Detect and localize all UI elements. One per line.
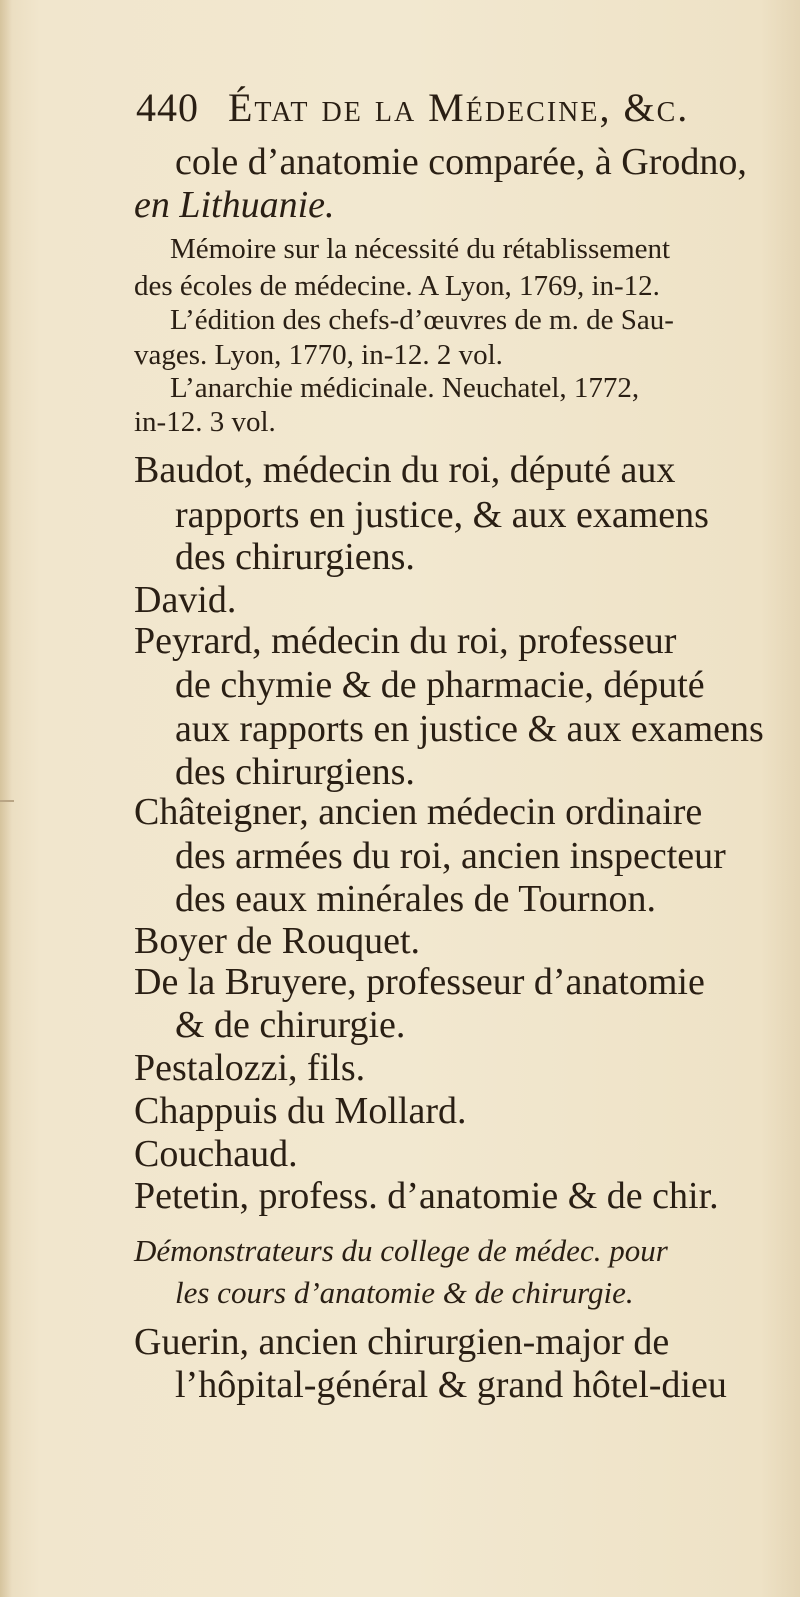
margin-mark: [0, 800, 14, 802]
text-line: Baudot, médecin du roi, député aux: [134, 449, 676, 491]
text-line: in-12. 3 vol.: [134, 406, 276, 438]
text-line: de chymie & de pharmacie, député: [175, 664, 705, 706]
text-line: L’anarchie médicinale. Neuchatel, 1772,: [170, 372, 640, 404]
text-line: Pestalozzi, fils.: [134, 1047, 366, 1089]
text-line: vages. Lyon, 1770, in-12. 2 vol.: [134, 339, 503, 371]
text-line: des eaux minérales de Tournon.: [175, 878, 656, 920]
text-line: Guerin, ancien chirurgien-major de: [134, 1321, 670, 1363]
text-line: Démonstrateurs du college de médec. pour: [134, 1233, 668, 1268]
text-line: des chirurgiens.: [175, 751, 415, 793]
text-line: Boyer de Rouquet.: [134, 920, 421, 962]
text-line: rapports en justice, & aux examens: [175, 494, 709, 536]
page-spine-shadow: [0, 0, 12, 1597]
text-line: des chirurgiens.: [175, 536, 415, 578]
text-line: Petetin, profess. d’anatomie & de chir.: [134, 1175, 719, 1217]
text-line: De la Bruyere, professeur d’anatomie: [134, 961, 705, 1003]
text-line: en Lithuanie.: [134, 184, 335, 226]
text-line: & de chirurgie.: [175, 1004, 406, 1046]
text-line: Chappuis du Mollard.: [134, 1090, 467, 1132]
text-line: aux rapports en justice & aux examens: [175, 708, 764, 750]
text-line: Châteigner, ancien médecin ordinaire: [134, 791, 703, 833]
text-line: des écoles de médecine. A Lyon, 1769, in-12.: [134, 270, 660, 302]
text-line: les cours d’anatomie & de chirurgie.: [175, 1275, 634, 1310]
text-line: cole d’anatomie comparée, à Grodno,: [175, 141, 747, 183]
text-line: Couchaud.: [134, 1133, 298, 1175]
running-title: État de la Médecine, &c.: [228, 85, 690, 130]
text-line: Mémoire sur la nécessité du rétablissement: [170, 233, 671, 265]
text-line: l’hôpital-général & grand hôtel-dieu: [175, 1364, 727, 1406]
text-line: L’édition des chefs-d’œuvres de m. de Sau-: [170, 304, 674, 336]
text-line: Peyrard, médecin du roi, professeur: [134, 620, 677, 662]
text-line: des armées du roi, ancien inspecteur: [175, 835, 726, 877]
running-header: [136, 85, 690, 130]
page-number: 440: [136, 85, 199, 130]
text-line: David.: [134, 579, 237, 621]
